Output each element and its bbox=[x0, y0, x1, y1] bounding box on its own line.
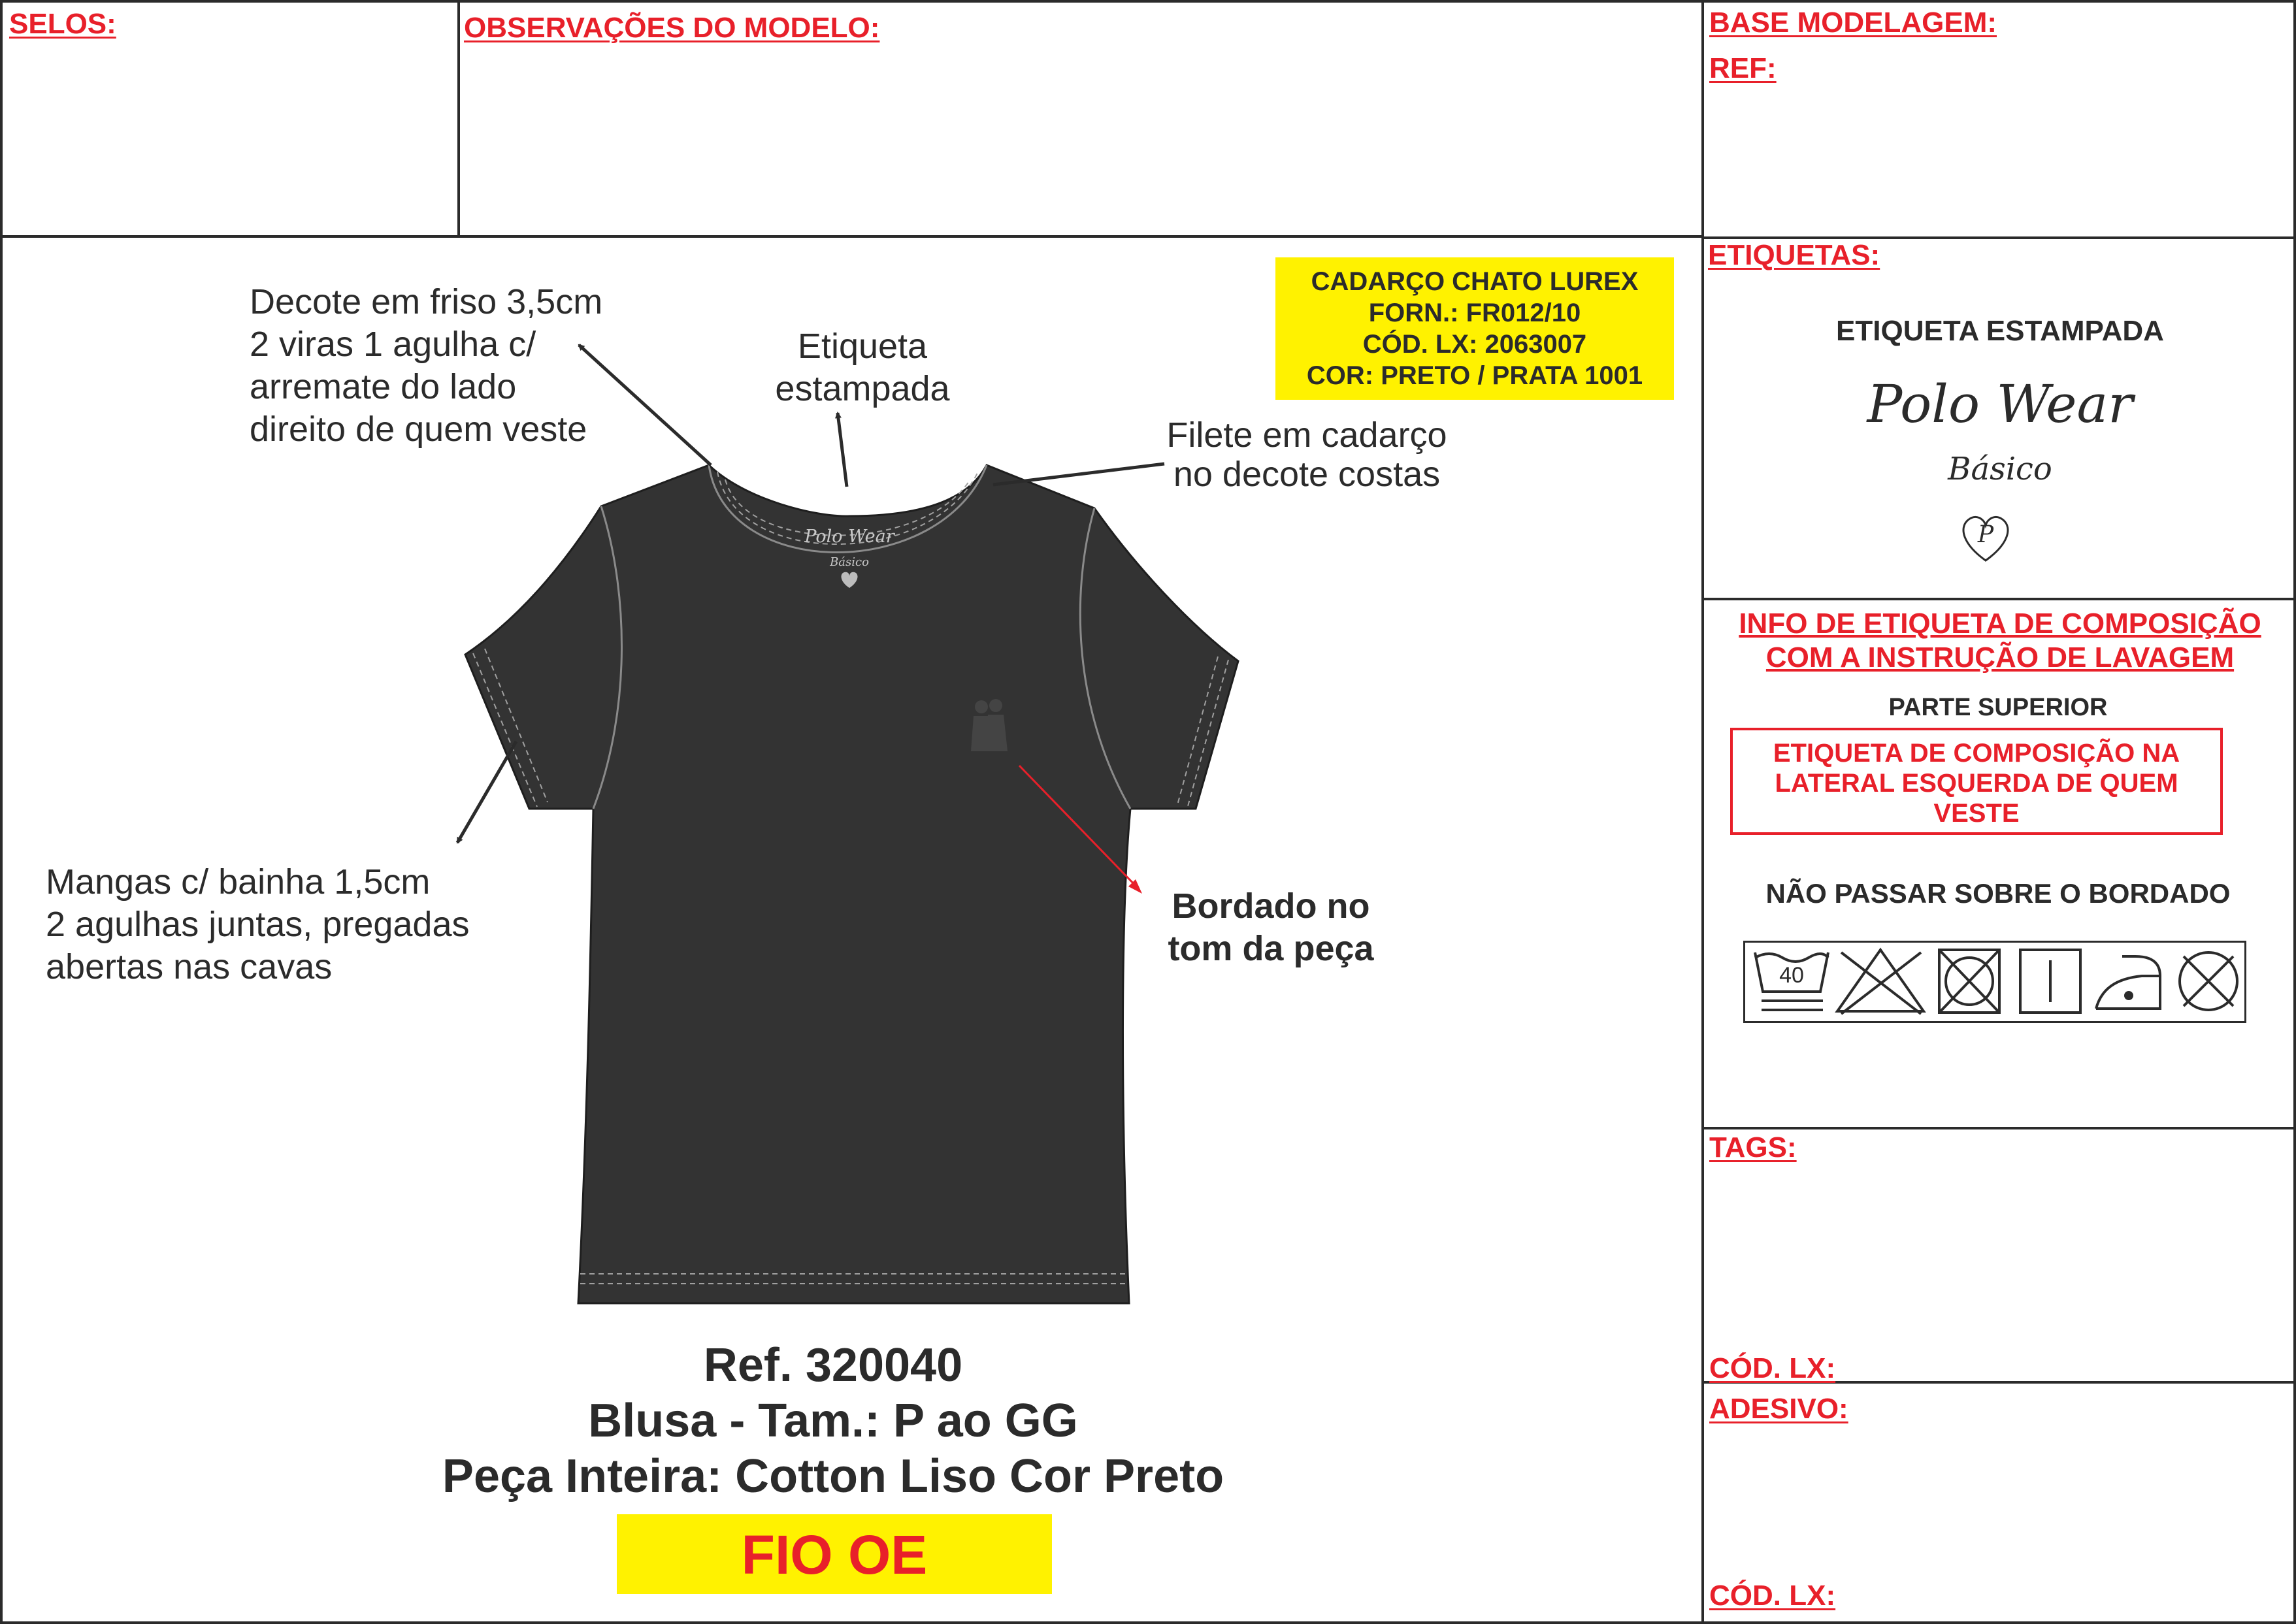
iron-low-icon bbox=[2096, 956, 2160, 1009]
cadarco-tag: CADARÇO CHATO LUREX FORN.: FR012/10 CÓD. LX: 2063007 COR: PRETO / PRATA 1001 bbox=[1275, 257, 1674, 400]
observacoes-label: OBSERVAÇÕES DO MODELO: bbox=[464, 12, 880, 44]
neck-label-sub: Básico bbox=[830, 555, 869, 569]
etiqueta-annotation: Etiqueta estampada bbox=[775, 327, 950, 408]
etiqueta-estampada-title: ETIQUETA ESTAMPADA bbox=[1836, 315, 2164, 347]
cod-lx-label-2: CÓD. LX: bbox=[1709, 1580, 1836, 1612]
nao-passar-label: NÃO PASSAR SOBRE O BORDADO bbox=[1765, 878, 2231, 909]
composicao-box: ETIQUETA DE COMPOSIÇÃO NA LATERAL ESQUERDA DE QUEM VESTE bbox=[1730, 728, 2223, 835]
bordado-annotation: Bordado no tom da peça bbox=[1168, 886, 1374, 968]
product-ref: Ref. 320040 bbox=[703, 1339, 963, 1391]
filete-arrow bbox=[993, 464, 1164, 485]
info-title-1: INFO DE ETIQUETA DE COMPOSIÇÃO bbox=[1739, 608, 2261, 640]
line-dry-icon bbox=[2020, 950, 2080, 1013]
cod-lx-label-1: CÓD. LX: bbox=[1709, 1352, 1836, 1384]
neck-label-brand: Polo Wear bbox=[804, 527, 894, 547]
tags-label: TAGS: bbox=[1709, 1131, 1797, 1163]
etiquetas-label: ETIQUETAS: bbox=[1708, 239, 1880, 271]
ref-label: REF: bbox=[1709, 52, 1777, 84]
filete-annotation: Filete em cadarço no decote costas bbox=[1166, 415, 1447, 494]
info-title-2: COM A INSTRUÇÃO DE LAVAGEM bbox=[1765, 641, 2235, 674]
parte-superior-label: PARTE SUPERIOR bbox=[1888, 694, 2108, 721]
care-symbols bbox=[1743, 941, 2246, 1023]
mangas-arrow bbox=[457, 741, 516, 843]
no-dry-clean-icon bbox=[2180, 952, 2237, 1010]
basico-logo-sub: Básico bbox=[1948, 451, 2052, 487]
no-bleach-icon bbox=[1837, 950, 1924, 1014]
base-modelagem-label: BASE MODELAGEM: bbox=[1709, 7, 1997, 39]
no-tumble-dry-icon bbox=[1939, 950, 1999, 1013]
mangas-annotation: Mangas c/ bainha 1,5cm 2 agulhas juntas, pregadas abertas nas cavas bbox=[46, 862, 470, 986]
adesivo-label: ADESIVO: bbox=[1709, 1393, 1848, 1425]
product-line-2: Blusa - Tam.: P ao GG bbox=[588, 1395, 1078, 1447]
heart-logo-letter: P bbox=[1977, 521, 1994, 548]
tshirt-shape bbox=[465, 465, 1238, 1303]
wash-temp-label: 40 bbox=[1779, 963, 1804, 988]
product-line-3: Peça Inteira: Cotton Liso Cor Preto bbox=[442, 1450, 1224, 1502]
polo-wear-logo: Polo Wear bbox=[1867, 374, 2133, 434]
decote-arrow bbox=[579, 345, 711, 465]
decote-annotation: Decote em friso 3,5cm 2 viras 1 agulha c/ arremate do lado direito de quem veste bbox=[250, 282, 603, 449]
selos-label: SELOS: bbox=[9, 8, 116, 40]
etiqueta-arrow bbox=[838, 413, 847, 487]
fio-label: FIO OE bbox=[741, 1524, 928, 1585]
